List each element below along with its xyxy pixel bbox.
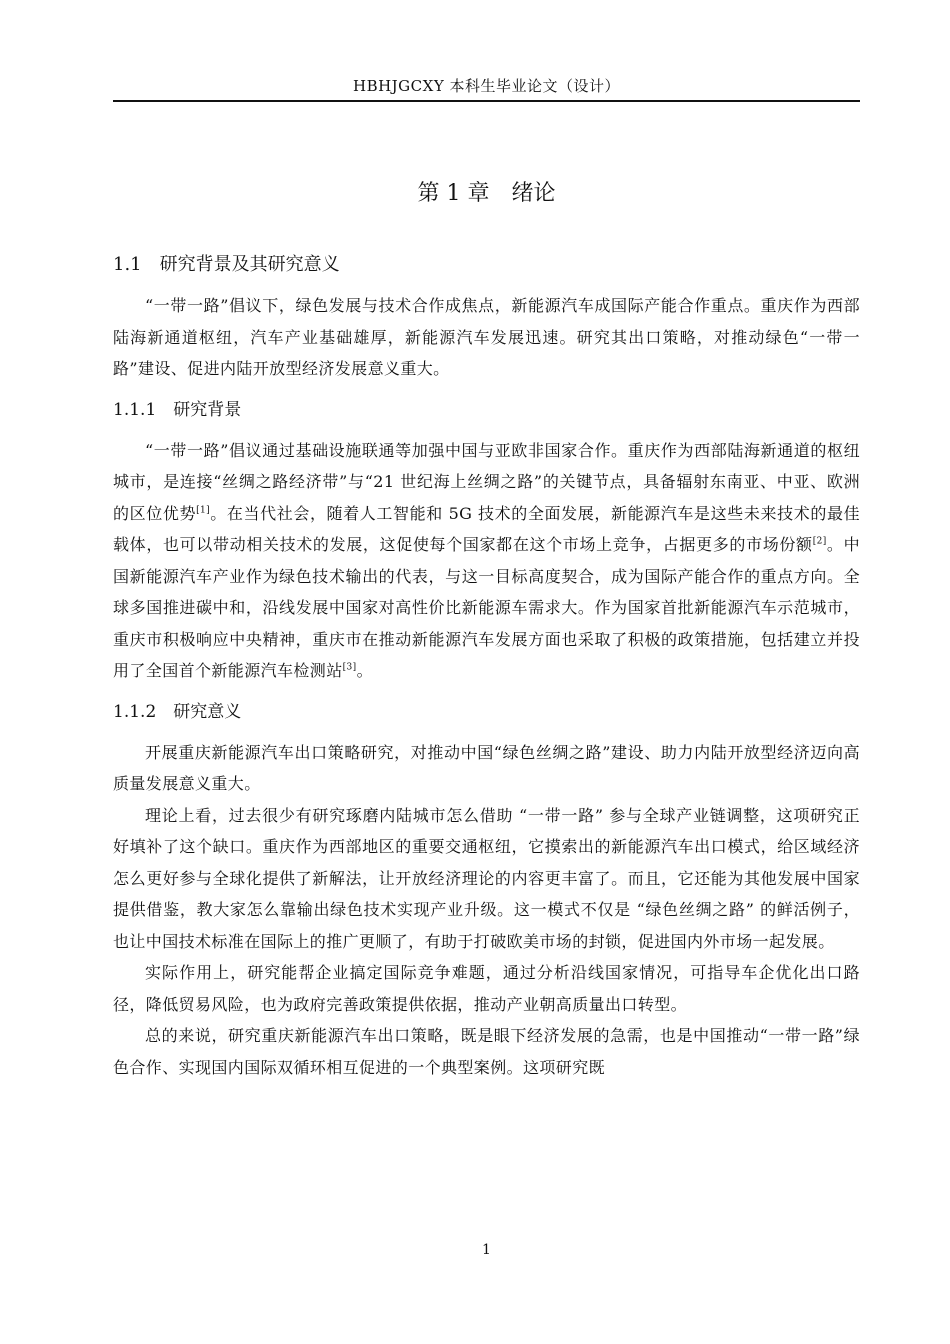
- paragraph-text: 。在当代社会，随着人工智能和 5G 技术的全面发展，新能源汽车是这些未来技术的最佳载体，也可以带动相关技术的发展，这促使每个国家都在这个市场上竞争，占据更多的市场份额: [113, 503, 860, 554]
- page-number: 1: [482, 1242, 491, 1258]
- running-header: HBHJGCXY 本科生毕业论文（设计）: [352, 77, 620, 95]
- paragraph-text: 。: [356, 661, 373, 680]
- citation-1: [1]: [196, 505, 211, 516]
- header-rule: [113, 100, 860, 102]
- section-heading-1-1-2: 1.1.2 研究意义: [113, 701, 242, 722]
- paragraph-1-1-2-practice: 实际作用上，研究能帮企业搞定国际竞争难题，通过分析沿线国家情况，可指导车企优化出口路径，降低贸易风险，也为政府完善政策提供依据，推动产业朝高质量出口转型。: [113, 963, 860, 1014]
- section-heading-1-1: 1.1 研究背景及其研究意义: [113, 254, 340, 275]
- paragraph-text: “一带一路”倡议通过基础设施联通等加强中国与亚欧非国家合作。重庆作为西部陆海新通道的枢纽城市，是连接“丝绸之路经济带”与“21 世纪海上丝绸之路”的关键节点，具备辐射东南亚、中亚、欧洲的区位优势: [113, 440, 860, 523]
- citation-3: [3]: [342, 662, 357, 673]
- paragraph-1-1-2-summary: 总的来说，研究重庆新能源汽车出口策略，既是眼下经济发展的急需，也是中国推动“一带一路”绿色合作、实现国内国际双循环相互促进的一个典型案例。这项研究既: [113, 1026, 860, 1077]
- section-heading-1-1-1: 1.1.1 研究背景: [113, 399, 242, 420]
- paragraph-1-1-intro: “一带一路”倡议下，绿色发展与技术合作成焦点，新能源汽车成国际产能合作重点。重庆作为西部陆海新通道枢纽，汽车产业基础雄厚，新能源汽车发展迅速。研究其出口策略，对推动绿色“一带一路”建设、促进内陆开放型经济发展意义重大。: [113, 296, 860, 378]
- chapter-title: 第 1 章 绪论: [417, 181, 556, 206]
- paragraph-1-1-2-theory: 理论上看，过去很少有研究琢磨内陆城市怎么借助 “一带一路” 参与全球产业链调整，这项研究正好填补了这个缺口。重庆作为西部地区的重要交通枢纽，它摸索出的新能源汽车出口模式，给区域经济怎么更好参与全球化提供了新解法，让开放经济理论的内容更丰富了。而且，它还能为其他发展中国家提供借鉴，教大家怎么靠输出绿色技术实现产业升级。这一模式不仅是 “绿色丝绸之路” 的鲜活例子，也让中国技术标准在国际上的推广更顺了，有助于打破欧美市场的封锁，促进国内外市场一起发展。: [113, 805, 860, 951]
- citation-2: [2]: [812, 536, 827, 547]
- paragraph-1-1-1-background: [113, 435, 860, 687]
- paragraph-1-1-2-significance: 开展重庆新能源汽车出口策略研究，对推动中国“绿色丝绸之路”建设、助力内陆开放型经济迈向高质量发展意义重大。: [113, 742, 860, 793]
- main-content: [113, 250, 860, 1083]
- paragraph-text: 。中国新能源汽车产业作为绿色技术输出的代表，与这一目标高度契合，成为国际产能合作的重点方向。全球多国推进碳中和，沿线发展中国家对高性价比新能源车需求大。作为国家首批新能源汽车示范城市，重庆市积极响应中央精神，重庆市在推动新能源汽车发展方面也采取了积极的政策措施，包括建立并投用了全国首个新能源汽车检测站: [113, 535, 860, 680]
